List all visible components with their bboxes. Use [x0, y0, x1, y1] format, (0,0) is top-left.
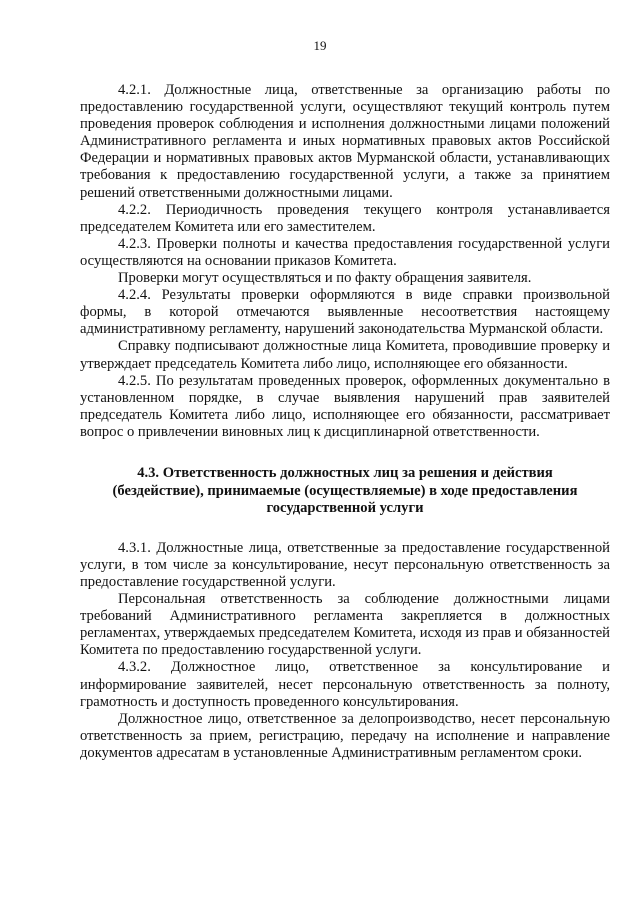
paragraph-personal-responsibility: Персональная ответственность за соблюдение должностными лицами требований Административного регламента закрепляется в должностных регламентах, утверждаемых председателем Комитета, исходя из прав и обязанностей Комитета по предоставлению государственной услуги. — [80, 591, 610, 659]
paragraph-records-management: Должностное лицо, ответственное за делопроизводство, несет персональную ответственность за прием, регистрацию, передачу на исполнение и направление документов адресатам в установленные Административным регламентом сроки. — [80, 710, 610, 761]
paragraph-4-3-2: 4.3.2. Должностное лицо, ответственное за консультирование и информирование заявителей, несет персональную ответственность за полноту, грамотность и доступность проведенного консультирования. — [80, 659, 610, 710]
paragraph-inspections-on-request: Проверки могут осуществляться и по факту обращения заявителя. — [118, 270, 532, 287]
page-number: 19 — [313, 38, 327, 53]
paragraph-4-2-5: 4.2.5. По результатам проведенных проверок, оформленных документально в установленном порядке, в случае выявления нарушений прав заявителей председатель Комитета либо лицо, исполняющее его обязанности, рассматривает вопрос о привлечении виновных лиц к дисциплинарной ответственности. — [80, 372, 610, 440]
paragraph-report-signing: Справку подписывают должностные лица Комитета, проводившие проверку и утверждает председатель Комитета либо лицо, исполняющее его обязанности. — [80, 338, 610, 372]
section-heading-4-3: 4.3. Ответственность должностных лиц за решения и действия (бездействие), принимаемые (осуществляемые) в ходе предоставления государственной услуги — [112, 464, 578, 517]
paragraph-4-2-1: 4.2.1. Должностные лица, ответственные за организацию работы по предоставлению государственной услуги, осуществляют текущий контроль путем проведения проверок соблюдения и исполнения должностными лицами положений Административного регламента и иных нормативных правовых актов Российской Федерации и нормативных правовых актов Мурманской области, устанавливающих требования к предоставлению государственной услуги, а также за принятием решений ответственными должностными лицами. — [80, 82, 610, 201]
paragraph-4-2-2: 4.2.2. Периодичность проведения текущего контроля устанавливается председателем Комитета или его заместителем. — [80, 201, 610, 235]
paragraph-4-2-4: 4.2.4. Результаты проверки оформляются в виде справки произвольной формы, в которой отмечаются выявленные несоответствия настоящему административному регламенту, нарушений законодательства Мурманской области. — [80, 287, 610, 338]
paragraph-4-3-1: 4.3.1. Должностные лица, ответственные за предоставление государственной услуги, в том числе за консультирование, несут персональную ответственность за предоставление государственной услуги. — [80, 539, 610, 590]
paragraph-4-2-3: 4.2.3. Проверки полноты и качества предоставления государственной услуги осуществляются на основании приказов Комитета. — [80, 235, 610, 269]
document-body — [80, 82, 610, 762]
